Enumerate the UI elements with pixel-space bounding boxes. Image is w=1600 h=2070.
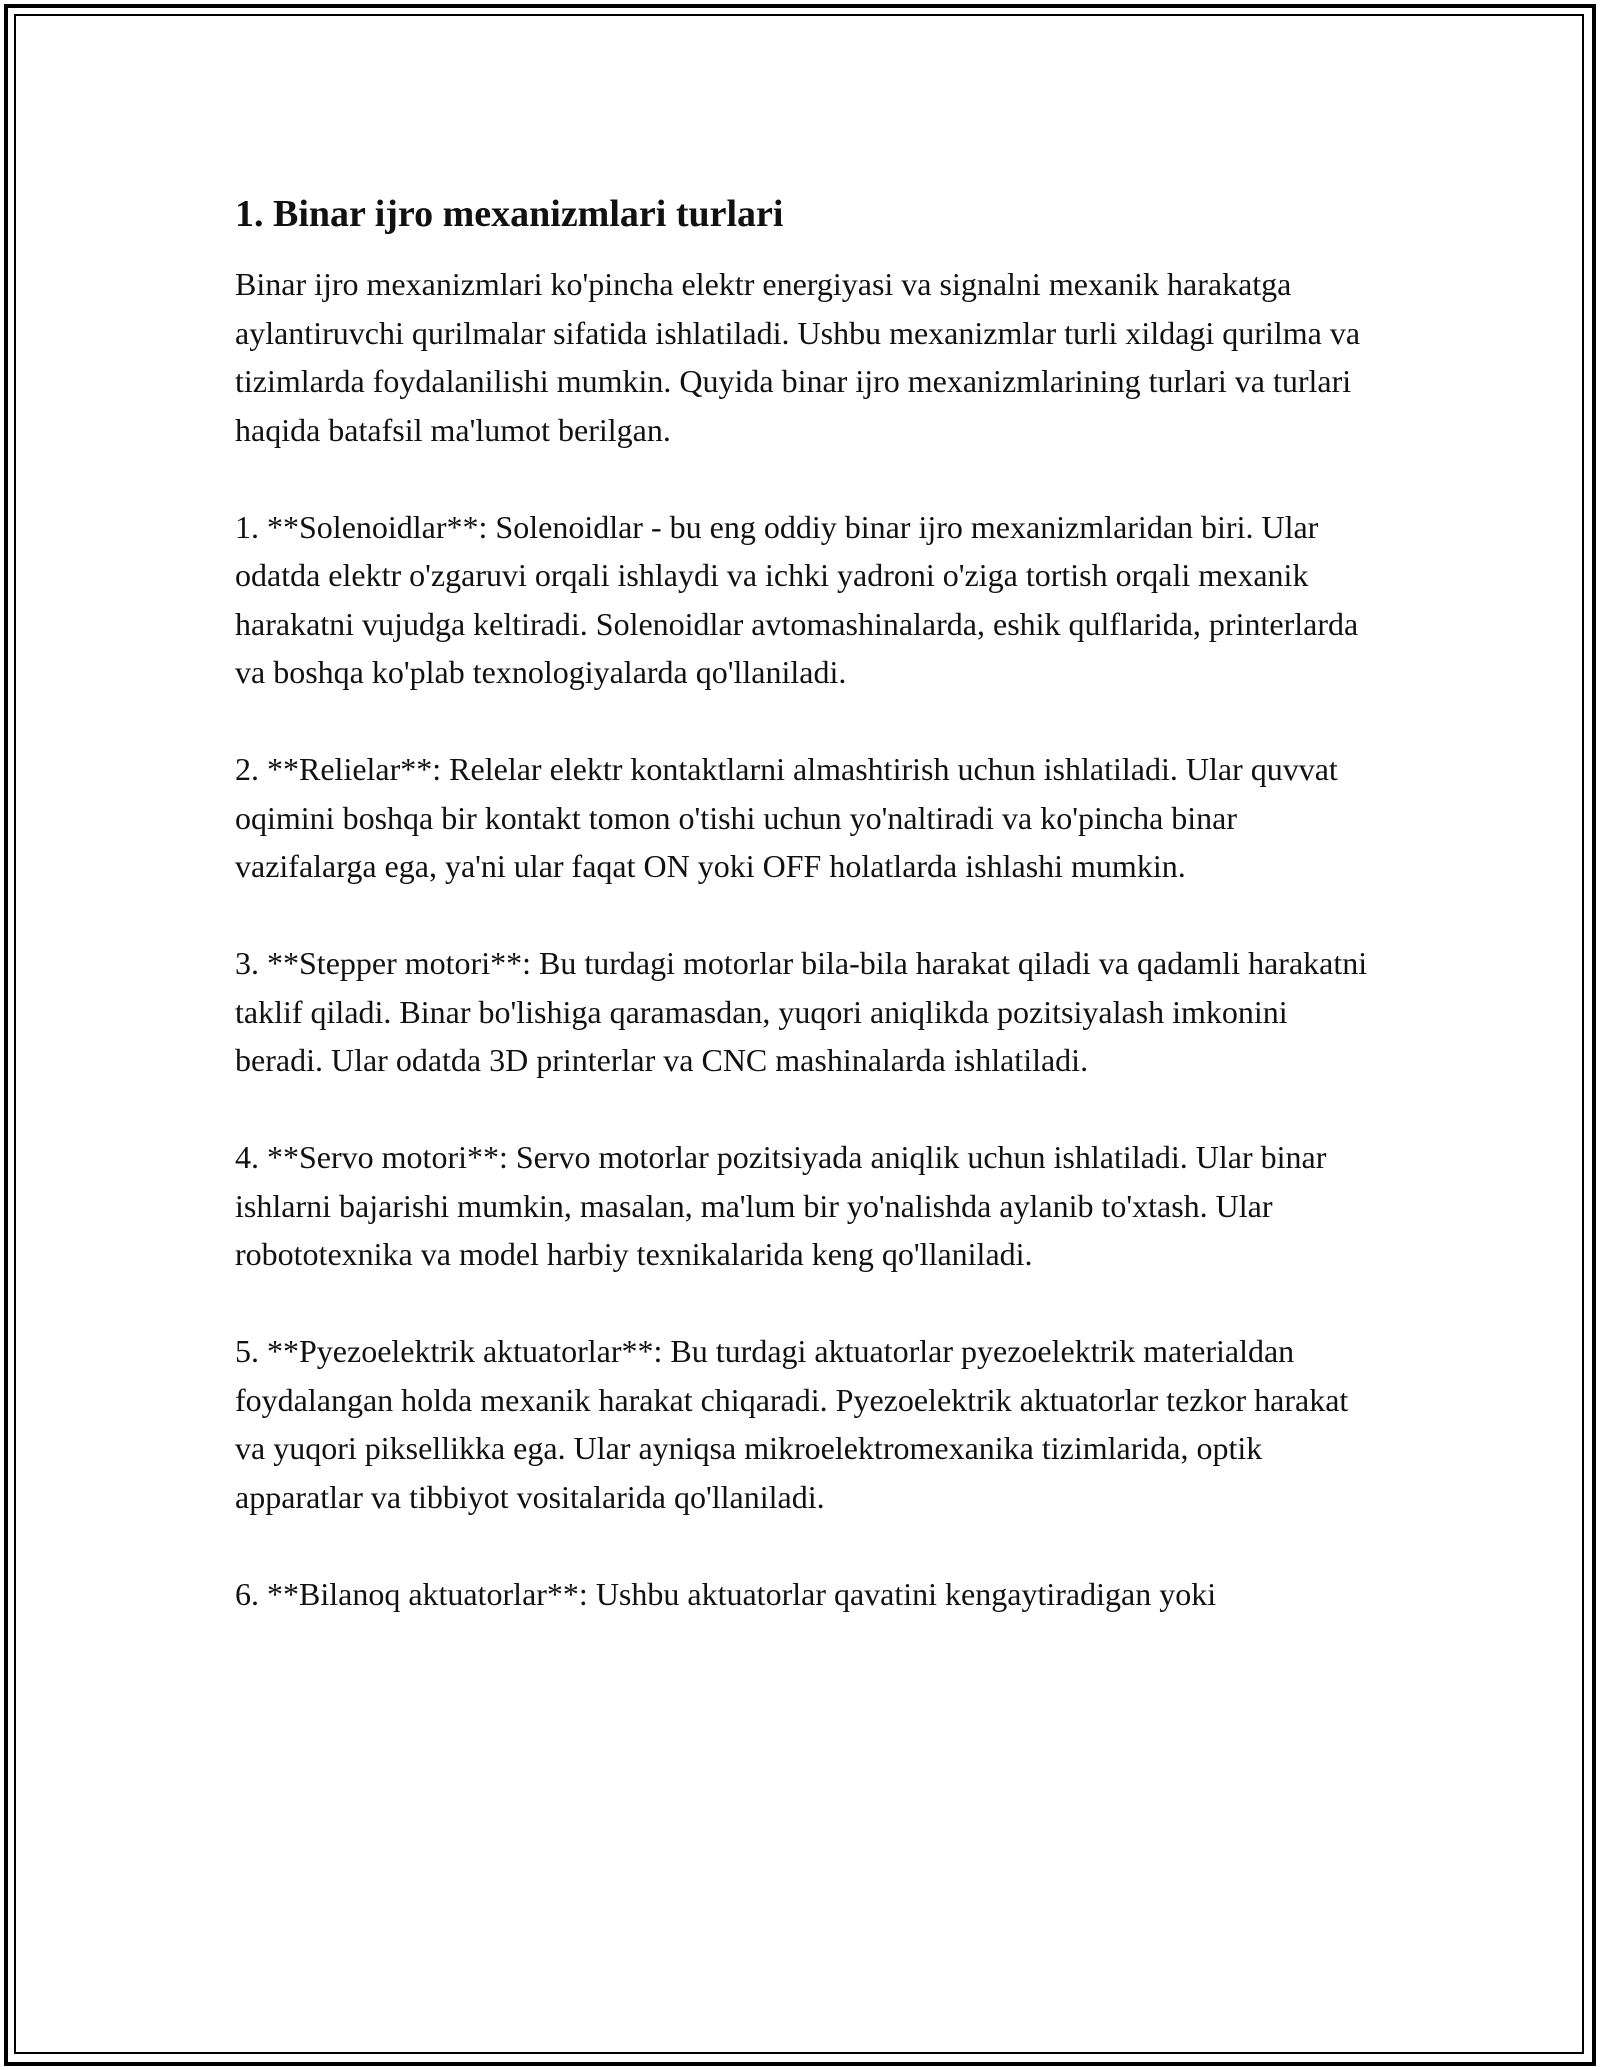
paragraph-servo-motori: 4. **Servo motori**: Servo motorlar pozitsiyada aniqlik uchun ishlatiladi. Ular binar ishlarni bajarishi mumkin, masalan, ma'lum bir yo'nalishda aylanib to'xtash. Ular robototexnika va model harbiy texnikalarida keng qo'llaniladi. bbox=[235, 1139, 1327, 1272]
paragraph-bilanoq-aktuatorlar: 6. **Bilanoq aktuatorlar**: Ushbu aktuatorlar qavatini kengaytiradigan yoki bbox=[235, 1575, 1217, 1612]
document-body bbox=[235, 184, 1370, 1667]
paragraph-solenoidlar: 1. **Solenoidlar**: Solenoidlar - bu eng oddiy binar ijro mexanizmlaridan biri. Ular odatda elektr o'zgaruvi orqali ishlaydi va ichki yadroni o'ziga tortish orqali mexanik harakatni vujudga keltiradi. Solenoidlar avtomashinalarda, eshik qulflarida, printerlarda va boshqa ko'plab texnologiyalarda qo'llaniladi. bbox=[235, 508, 1359, 690]
intro-paragraph: Binar ijro mexanizmlari ko'pincha elektr energiyasi va signalni mexanik harakatga aylantiruvchi qurilmalar sifatida ishlatiladi. Ushbu mexanizmlar turli xildagi qurilma va tizimlarda foydalanilishi mumkin. Quyida binar ijro mexanizmlarining turlari va turlari haqida batafsil ma'lumot berilgan. bbox=[235, 266, 1361, 448]
paragraph-relielar: 2. **Relielar**: Relelar elektr kontaktlarni almashtirish uchun ishlatiladi. Ular quvvat oqimini boshqa bir kontakt tomon o'tishi uchun yo'naltiradi va ko'pincha binar vazifalarga ega, ya'ni ular faqat ON yoki OFF holatlarda ishlashi mumkin. bbox=[235, 751, 1338, 884]
section-heading: 1. Binar ijro mexanizmlari turlari bbox=[235, 193, 784, 235]
paragraph-pyezoelektrik-aktuatorlar: 5. **Pyezoelektrik aktuatorlar**: Bu turdagi aktuatorlar pyezoelektrik materialdan foydalangan holda mexanik harakat chiqaradi. Pyezoelektrik aktuatorlar tezkor harakat va yuqori piksellikka ega. Ular ayniqsa mikroelektromexanika tizimlarida, optik apparatlar va tibbiyot vositalarida qo'llaniladi. bbox=[235, 1333, 1349, 1515]
paragraph-stepper-motori: 3. **Stepper motori**: Bu turdagi motorlar bila-bila harakat qiladi va qadamli harakatni taklif qiladi. Binar bo'lishiga qaramasdan, yuqori aniqlikda pozitsiyalash imkonini beradi. Ular odatda 3D printerlar va CNC mashinalarda ishlatiladi. bbox=[235, 945, 1368, 1078]
